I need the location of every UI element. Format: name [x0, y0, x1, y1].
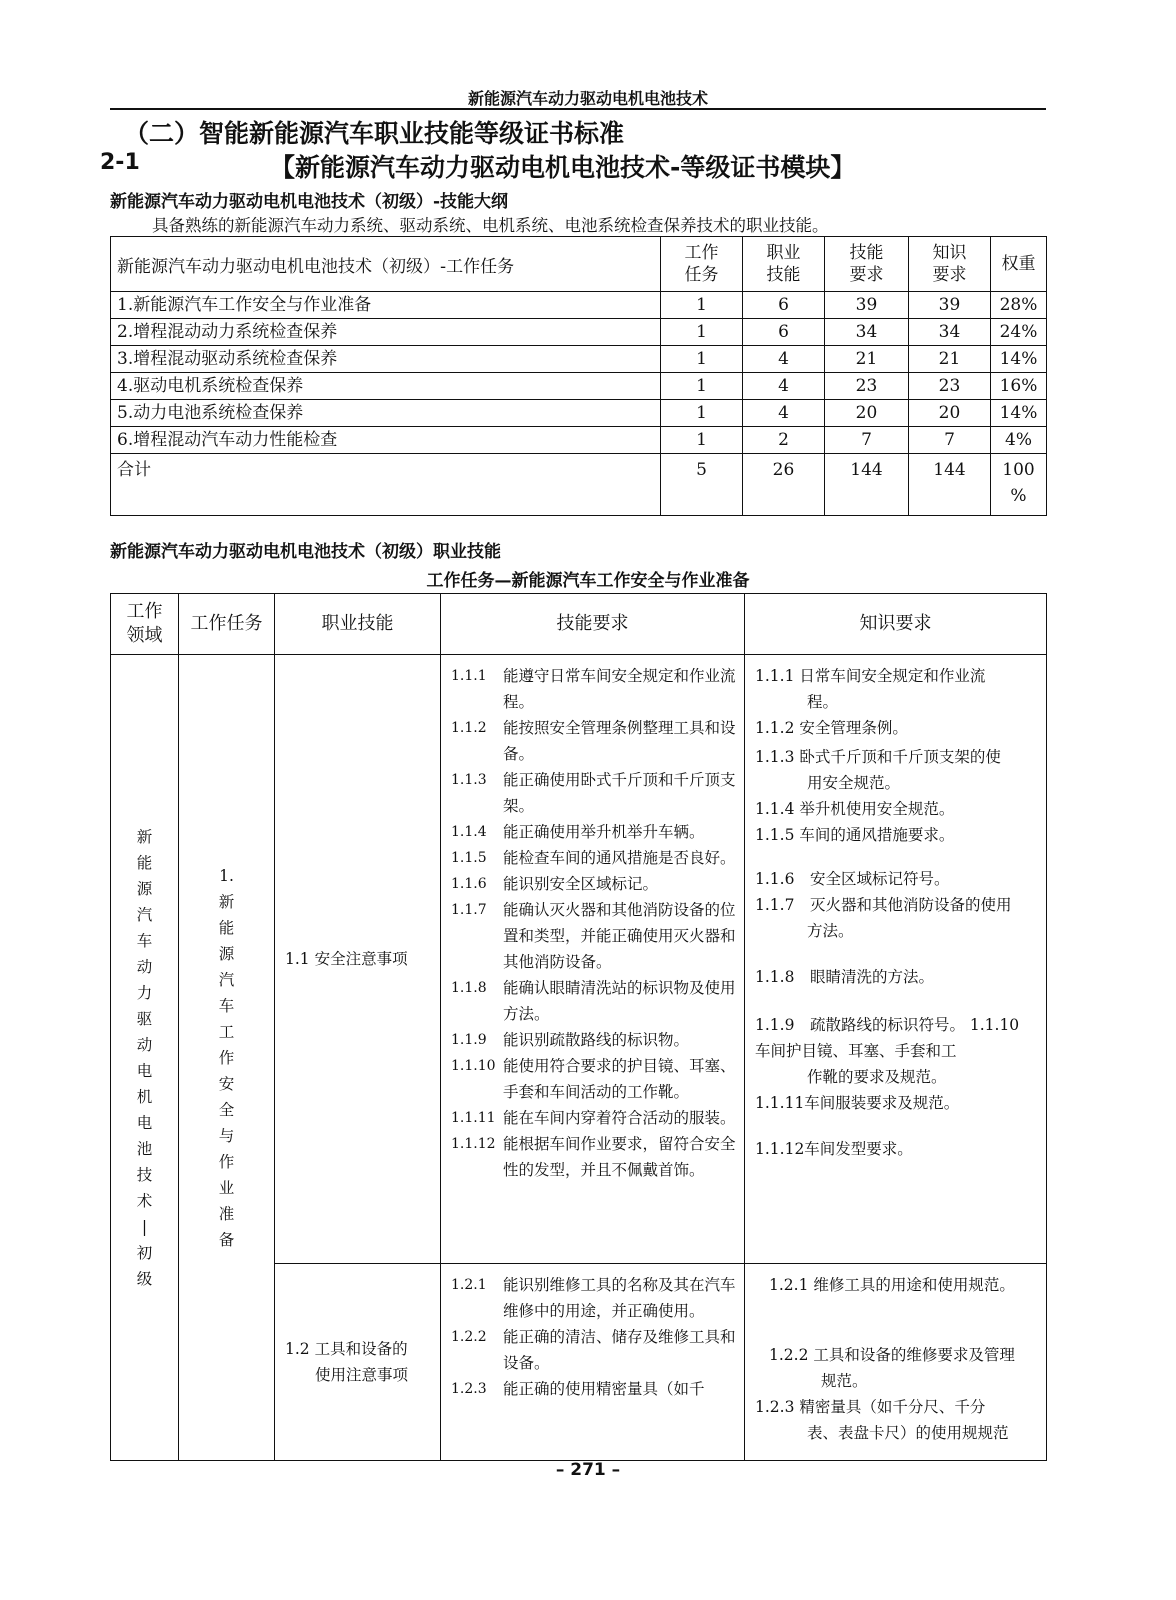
total-skill-req: 144: [825, 454, 909, 516]
row-knowledge-req: 20: [909, 400, 991, 427]
row-task: 3.增程混动驱动系统检查保养: [111, 346, 661, 373]
work-task-cell: 1. 新 能 源 汽 车 工 作 安 全 与 作 业 准 备: [179, 655, 275, 1461]
list-item: 1.2.1 能识别维修工具的名称及其在汽车维修中的用途，并正确使用。: [451, 1276, 736, 1320]
row-task-count: 1: [661, 400, 743, 427]
table-row: [111, 400, 1047, 427]
knowledge-item: 1.1.12车间发型要求。: [755, 1140, 913, 1158]
list-item: 1.1.10 能使用符合要求的护目镜、耳塞、手套和车间活动的工作靴。: [451, 1057, 736, 1101]
row-skill-req: 21: [825, 346, 909, 373]
total-task-count: 5: [661, 454, 743, 516]
row-weight: 16%: [991, 373, 1047, 400]
header-knowledge-req: 知识 要求: [909, 237, 991, 292]
knowledge-item: 1.1.1 日常车间安全规定和作业流 程。: [755, 667, 986, 711]
knowledge-item: 1.1.2 安全管理条例。: [755, 719, 908, 737]
row-job-skill: 4: [743, 400, 825, 427]
job-skill-1-2: 1.2 工具和设备的 使用注意事项: [275, 1264, 441, 1461]
outline-description: 具备熟练的新能源汽车动力系统、驱动系统、电机系统、电池系统检查保养技术的职业技能。: [152, 216, 829, 235]
row-knowledge-req: 34: [909, 319, 991, 346]
list-item: 1.1.4 能正确使用举升机举升车辆。: [451, 823, 705, 841]
table-row: [111, 319, 1047, 346]
total-label: 合计: [111, 454, 661, 516]
module-title: 【新能源汽车动力驱动电机电池技术-等级证书模块】: [270, 153, 856, 182]
row-job-skill: 6: [743, 292, 825, 319]
knowledge-item: 1.2.3 精密量具（如千分尺、千分 表、表盘卡尺）的使用规规范: [755, 1398, 1009, 1442]
list-item: 1.1.3 能正确使用卧式千斤顶和千斤顶支架。: [451, 771, 736, 815]
knowledge-item: 1.2.1 维修工具的用途和使用规范。: [769, 1276, 1015, 1294]
knowledge-item: 1.1.11车间服装要求及规范。: [755, 1094, 960, 1112]
knowledge-item: 1.1.6 安全区域标记符号。: [755, 870, 950, 888]
list-item: 1.1.1 能遵守日常车间安全规定和作业流程。: [451, 667, 736, 711]
header-job-skill: 职业 技能: [743, 237, 825, 292]
row-knowledge-req: 7: [909, 427, 991, 454]
row-skill-req: 23: [825, 373, 909, 400]
header-job-skill: 职业技能: [275, 594, 441, 655]
list-item: 1.1.12 能根据车间作业要求，留符合安全性的发型，并且不佩戴首饰。: [451, 1135, 736, 1179]
module-number: 2-1: [100, 150, 140, 175]
table-row: [111, 427, 1047, 454]
skills-caption: 工作任务—新能源汽车工作安全与作业准备: [426, 571, 750, 591]
list-item: 1.1.8 能确认眼睛清洗站的标识物及使用方法。: [451, 979, 736, 1023]
row-task-count: 1: [661, 427, 743, 454]
knowledge-requirements-1-2: [745, 1264, 1047, 1461]
header-rule: [110, 108, 1046, 110]
row-task-count: 1: [661, 292, 743, 319]
row-weight: 24%: [991, 319, 1047, 346]
row-skill-req: 20: [825, 400, 909, 427]
table-row: [111, 292, 1047, 319]
header-skill-req: 技能要求: [441, 594, 745, 655]
list-item: 1.2.2 能正确的清洁、储存及维修工具和设备。: [451, 1328, 736, 1372]
table-row: [111, 655, 1047, 1264]
row-task-count: 1: [661, 319, 743, 346]
list-item: 1.1.5 能检查车间的通风措施是否良好。: [451, 849, 736, 867]
row-job-skill: 6: [743, 319, 825, 346]
total-knowledge-req: 144: [909, 454, 991, 516]
total-row: [111, 454, 1047, 516]
row-knowledge-req: 23: [909, 373, 991, 400]
outline-table: [110, 236, 1047, 516]
page-number: – 271 –: [555, 1460, 621, 1480]
knowledge-item: 1.1.9 疏散路线的标识符号。 1.1.10 车间护目镜、耳塞、手套和工 作靴的要求及规范。: [755, 1016, 1020, 1086]
knowledge-item: 1.1.7 灭火器和其他消防设备的使用 方法。: [755, 896, 1012, 940]
knowledge-item: 1.1.4 举升机使用安全规范。: [755, 800, 955, 818]
row-weight: 4%: [991, 427, 1047, 454]
header-work-task: 工作任务: [179, 594, 275, 655]
row-weight: 28%: [991, 292, 1047, 319]
table-row: [111, 346, 1047, 373]
knowledge-requirements-1-1: [745, 655, 1047, 1264]
running-header: 新能源汽车动力驱动电机电池技术: [467, 89, 708, 108]
row-task: 2.增程混动动力系统检查保养: [111, 319, 661, 346]
job-skill-1-1: 1.1 安全注意事项: [275, 655, 441, 1264]
row-skill-req: 34: [825, 319, 909, 346]
row-skill-req: 39: [825, 292, 909, 319]
outline-heading: 新能源汽车动力驱动电机电池技术（初级）-技能大纲: [110, 192, 509, 212]
header-weight: 权重: [991, 237, 1047, 292]
header-knowledge-req: 知识要求: [745, 594, 1047, 655]
list-item: 1.1.2 能按照安全管理条例整理工具和设备。: [451, 719, 736, 763]
row-task-count: 1: [661, 346, 743, 373]
list-item: 1.1.9 能识别疏散路线的标识物。: [451, 1031, 690, 1049]
row-task: 6.增程混动汽车动力性能检查: [111, 427, 661, 454]
header-task-count: 工作 任务: [661, 237, 743, 292]
row-task: 4.驱动电机系统检查保养: [111, 373, 661, 400]
skills-table: [110, 593, 1047, 1461]
outline-header-row: [111, 237, 1047, 292]
skills-heading: 新能源汽车动力驱动电机电池技术（初级）职业技能: [110, 542, 501, 562]
header-skill-req: 技能 要求: [825, 237, 909, 292]
total-job-skill: 26: [743, 454, 825, 516]
row-job-skill: 4: [743, 346, 825, 373]
row-task: 5.动力电池系统检查保养: [111, 400, 661, 427]
row-task: 1.新能源汽车工作安全与作业准备: [111, 292, 661, 319]
list-item: 1.1.7 能确认灭火器和其他消防设备的位置和类型，并能正确使用灭火器和其他消防设备。: [451, 901, 736, 971]
row-weight: 14%: [991, 400, 1047, 427]
skills-header-row: [111, 594, 1047, 655]
row-job-skill: 2: [743, 427, 825, 454]
knowledge-item: 1.2.2 工具和设备的维修要求及管理 规范。: [769, 1346, 1015, 1390]
row-knowledge-req: 39: [909, 292, 991, 319]
skill-requirements-1-1: [441, 655, 745, 1264]
section-title: （二）智能新能源汽车职业技能等级证书标准: [124, 119, 625, 148]
knowledge-item: 1.1.3 卧式千斤顶和千斤顶支架的使 用安全规范。: [755, 748, 1001, 792]
row-knowledge-req: 21: [909, 346, 991, 373]
row-job-skill: 4: [743, 373, 825, 400]
total-weight: 100 %: [991, 454, 1047, 516]
knowledge-item: 1.1.5 车间的通风措施要求。: [755, 826, 955, 844]
work-area-cell: 新 能 源 汽 车 动 力 驱 动 电 机 电 池 技 术 | 初 级: [111, 655, 179, 1461]
table-row: [111, 373, 1047, 400]
header-work-area: 工作 领域: [111, 594, 179, 655]
knowledge-item: 1.1.8 眼睛清洗的方法。: [755, 968, 934, 986]
row-task-count: 1: [661, 373, 743, 400]
list-item: 1.1.6 能识别安全区域标记。: [451, 875, 659, 893]
row-weight: 14%: [991, 346, 1047, 373]
list-item: 1.1.11 能在车间内穿着符合活动的服装。: [451, 1109, 736, 1127]
header-work-task: 新能源汽车动力驱动电机电池技术（初级）-工作任务: [111, 237, 661, 292]
skill-requirements-1-2: [441, 1264, 745, 1461]
row-skill-req: 7: [825, 427, 909, 454]
list-item: 1.2.3 能正确的使用精密量具（如千: [451, 1380, 705, 1398]
